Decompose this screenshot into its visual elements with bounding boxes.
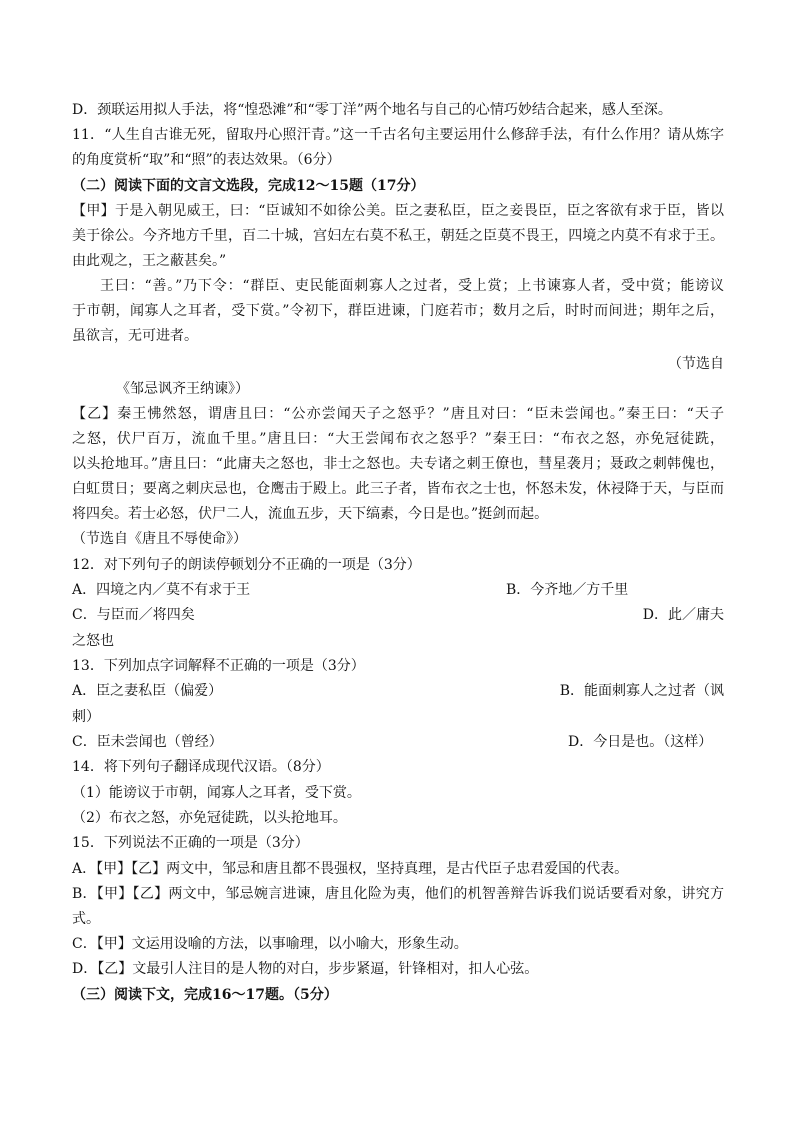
passage-a-line-4: 王曰：“善。”乃下令：“群臣、吏民能面刺寡人之过者，受上赏；上书谏寡人者，受中赏；能谤议: [100, 278, 724, 294]
passage-a-line-6: 虽欲言，无可进者。: [72, 328, 198, 344]
q12-option-d: D．此／庸夫: [642, 607, 724, 623]
passage-b-line-3: 以头抢地耳。”唐且曰：“此庸夫之怒也，非士之怒也。夫专诸之刺王僚也，彗星袭月；聂政之刺韩傀也，: [72, 456, 724, 472]
q11-line-1: 11．“人生自古谁无死，留取丹心照汗青。”这一千古名句主要运用什么修辞手法，有什么作用？请从炼字: [72, 127, 724, 143]
passage-a-line-5: 于市朝，闻寡人之耳者，受下赏。”令初下，群臣进谏，门庭若市；数月之后，时时而间进；期年之后，: [72, 303, 724, 319]
q15-option-a: A．【甲】【乙】两文中，邹忌和唐且都不畏强权，坚持真理，是古代臣子忠君爱国的代表。: [72, 861, 629, 877]
q13-stem: 13．下列加点字词解释不正确的一项是（3分）: [72, 658, 365, 674]
section-3-heading: （三）阅读下文，完成16～17题。（5分）: [72, 987, 338, 1003]
passage-b-line-1: 【乙】秦王怫然怒，谓唐且曰：“公亦尝闻天子之怒乎？”唐且对曰：“臣未尝闻也。”秦王曰：“天子: [72, 406, 724, 422]
q15-option-c: C．【甲】文运用设喻的方法，以事喻理，以小喻大，形象生动。: [72, 936, 468, 952]
q13-option-a: A．臣之妻私臣（偏爱）: [72, 683, 223, 699]
passage-a-line-3: 由此观之，王之蔽甚矣。”: [72, 253, 227, 269]
q12-stem: 12．对下列句子的朗读停顿划分不正确的一项是（3分）: [72, 557, 421, 573]
passage-a-source-1: （节选自: [668, 356, 724, 372]
q13-option-b-cont: 刺）: [72, 709, 100, 725]
passage-a-source-2: 《邹忌讽齐王纳谏》）: [116, 381, 249, 397]
q12-option-d-cont: 之怒也: [72, 633, 114, 649]
q15-stem: 15．下列说法不正确的一项是（3分）: [72, 835, 309, 851]
q15-option-b: B．【甲】【乙】两文中，邹忌婉言进谏，唐且化险为夷，他们的机智善辩告诉我们说话要看对象，讲究方: [72, 886, 724, 902]
passage-b-source: （节选自《唐且不辱使命》）: [72, 531, 247, 547]
passage-b-line-5: 将四矣。若士必怒，伏尸二人，流血五步，天下缟素，今日是也。”挺剑而起。: [72, 506, 549, 522]
q12-options-row-1: [72, 578, 724, 603]
q12-option-a: A．四境之内／莫不有求于王: [72, 582, 251, 598]
q10-option-d: D．颈联运用拟人手法，将“惶恐滩”和“零丁洋”两个地名与自己的心情巧妙结合起来，感人至深。: [72, 102, 672, 118]
q13-option-b: B．能面刺寡人之过者（讽: [559, 683, 724, 699]
q13-options-row-1: [72, 679, 724, 704]
passage-b-line-2: 之怒，伏尸百万，流血千里。”唐且曰：“大王尝闻布衣之怒乎？”秦王曰：“布衣之怒，亦免冠徒跣，: [72, 431, 724, 447]
passage-a-line-2: 美于徐公。今齐地方千里，百二十城，宫妇左右莫不私王，朝廷之臣莫不畏王，四境之内莫不有求于王。: [72, 228, 724, 244]
q13-option-d: D．今日是也。（这样）: [568, 734, 713, 750]
passage-a-line-1: 【甲】于是入朝见威王，曰：“臣诚知不如徐公美。臣之妻私臣，臣之妾畏臣，臣之客欲有求于臣，皆以: [72, 203, 724, 219]
q15-option-d: D．【乙】文最引人注目的是人物的对白，步步紧逼，针锋相对，扣人心弦。: [72, 961, 539, 977]
section-2-heading: （二）阅读下面的文言文选段，完成12～15题（17分）: [72, 178, 425, 194]
q12-options-row-2: [72, 603, 724, 628]
q11-line-2: 的角度赏析“取”和“照”的表达效果。（6分）: [72, 152, 341, 168]
passage-b-line-4: 白虹贯日；要离之刺庆忌也，仓鹰击于殿上。此三子者，皆布衣之士也，怀怒未发，休祲降于天，与臣而: [72, 481, 724, 497]
q13-options-row-2: [72, 730, 724, 755]
q14-item-1: （1）能谤议于市朝，闻寡人之耳者，受下赏。: [72, 785, 361, 801]
q12-option-b: B．今齐地／方千里: [506, 582, 629, 598]
q12-option-c: C．与臣而／将四矣: [72, 607, 195, 623]
q13-option-c: C．臣未尝闻也（曾经）: [72, 734, 223, 750]
q15-option-b-cont: 式。: [72, 911, 100, 927]
q14-item-2: （2）布衣之怒，亦免冠徒跣，以头抢地耳。: [72, 810, 347, 826]
q14-stem: 14．将下列句子翻译成现代汉语。（8分）: [72, 759, 330, 775]
